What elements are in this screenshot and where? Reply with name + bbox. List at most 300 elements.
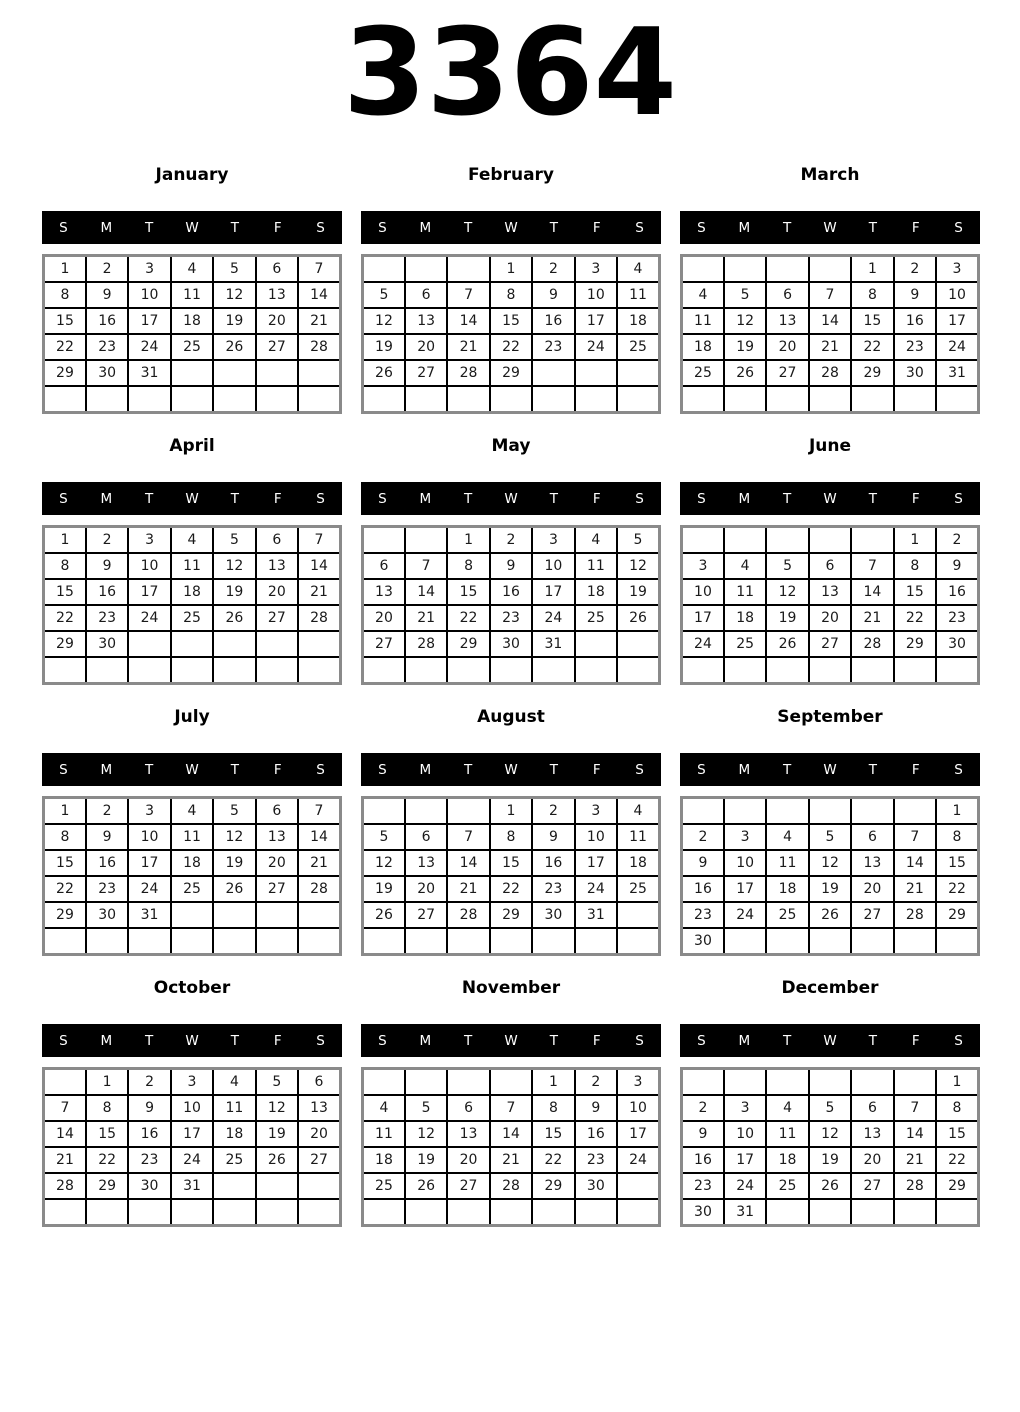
day-cell: 27 bbox=[363, 631, 405, 657]
weekday-label: W bbox=[185, 490, 199, 507]
empty-day-cell bbox=[851, 527, 893, 554]
empty-day-cell bbox=[851, 928, 893, 955]
week-row bbox=[682, 824, 979, 850]
weekday-label: T bbox=[464, 490, 473, 507]
weekday-label: W bbox=[185, 219, 199, 236]
weekday-header-row bbox=[42, 211, 342, 244]
day-cell: 17 bbox=[936, 308, 978, 334]
empty-day-cell bbox=[617, 1173, 659, 1199]
day-cell: 14 bbox=[44, 1121, 86, 1147]
day-cell: 25 bbox=[766, 1173, 808, 1199]
empty-day-cell bbox=[809, 386, 851, 413]
week-row bbox=[44, 553, 341, 579]
day-cell: 2 bbox=[86, 256, 128, 283]
day-cell: 13 bbox=[256, 553, 298, 579]
weekday-header-row bbox=[680, 1024, 980, 1057]
day-cell: 12 bbox=[213, 553, 255, 579]
weekday-label: F bbox=[911, 219, 920, 236]
empty-day-cell bbox=[575, 631, 617, 657]
empty-day-cell bbox=[532, 1199, 574, 1226]
day-cell: 7 bbox=[298, 256, 340, 283]
empty-day-cell bbox=[44, 386, 86, 413]
day-cell: 14 bbox=[894, 850, 936, 876]
week-row bbox=[682, 928, 979, 955]
day-cell: 26 bbox=[724, 360, 766, 386]
day-cell: 27 bbox=[405, 360, 447, 386]
day-cell: 26 bbox=[405, 1173, 447, 1199]
day-cell: 5 bbox=[766, 553, 808, 579]
day-cell: 10 bbox=[532, 553, 574, 579]
weekday-label: S bbox=[954, 1032, 963, 1049]
weekday-label: S bbox=[697, 219, 706, 236]
empty-day-cell bbox=[766, 1069, 808, 1096]
day-cell: 16 bbox=[490, 579, 532, 605]
empty-day-cell bbox=[532, 657, 574, 684]
day-cell: 2 bbox=[532, 798, 574, 825]
month-june bbox=[680, 437, 980, 685]
day-cell: 19 bbox=[213, 308, 255, 334]
day-cell: 8 bbox=[490, 282, 532, 308]
day-cell: 15 bbox=[936, 1121, 978, 1147]
day-cell: 2 bbox=[682, 1095, 724, 1121]
day-cell: 13 bbox=[256, 282, 298, 308]
day-cell: 28 bbox=[405, 631, 447, 657]
empty-day-cell bbox=[298, 1173, 340, 1199]
week-row bbox=[682, 553, 979, 579]
day-cell: 27 bbox=[851, 1173, 893, 1199]
day-grid bbox=[42, 254, 342, 414]
day-cell: 18 bbox=[682, 334, 724, 360]
weekday-label: S bbox=[59, 219, 68, 236]
weekday-label: F bbox=[592, 1032, 601, 1049]
day-cell: 11 bbox=[171, 282, 213, 308]
empty-day-cell bbox=[86, 657, 128, 684]
day-cell: 3 bbox=[532, 527, 574, 554]
day-cell: 12 bbox=[213, 824, 255, 850]
day-cell: 28 bbox=[298, 334, 340, 360]
day-cell: 27 bbox=[256, 605, 298, 631]
day-cell: 7 bbox=[298, 527, 340, 554]
empty-day-cell bbox=[490, 928, 532, 955]
empty-day-cell bbox=[171, 631, 213, 657]
week-row bbox=[682, 1121, 979, 1147]
day-cell: 13 bbox=[851, 1121, 893, 1147]
month-february bbox=[361, 166, 661, 414]
weekday-label: S bbox=[59, 1032, 68, 1049]
empty-day-cell bbox=[447, 256, 489, 283]
week-row bbox=[682, 1147, 979, 1173]
empty-day-cell bbox=[682, 657, 724, 684]
month-title: November bbox=[461, 978, 561, 998]
day-cell: 16 bbox=[532, 850, 574, 876]
week-row bbox=[44, 631, 341, 657]
day-cell: 11 bbox=[766, 1121, 808, 1147]
day-cell: 25 bbox=[724, 631, 766, 657]
day-cell: 12 bbox=[363, 308, 405, 334]
day-cell: 30 bbox=[128, 1173, 170, 1199]
week-row bbox=[363, 605, 660, 631]
weekday-label: T bbox=[783, 490, 792, 507]
day-cell: 6 bbox=[405, 282, 447, 308]
day-cell: 15 bbox=[851, 308, 893, 334]
empty-day-cell bbox=[724, 657, 766, 684]
day-cell: 9 bbox=[682, 1121, 724, 1147]
weekday-label: S bbox=[378, 219, 387, 236]
empty-day-cell bbox=[363, 386, 405, 413]
weekday-label: T bbox=[868, 1032, 877, 1049]
day-cell: 1 bbox=[44, 798, 86, 825]
day-cell: 23 bbox=[86, 876, 128, 902]
day-cell: 12 bbox=[363, 850, 405, 876]
week-row bbox=[363, 850, 660, 876]
weekday-label: T bbox=[145, 1032, 154, 1049]
day-cell: 9 bbox=[532, 282, 574, 308]
empty-day-cell bbox=[213, 360, 255, 386]
day-cell: 20 bbox=[851, 1147, 893, 1173]
day-cell: 30 bbox=[894, 360, 936, 386]
day-cell: 27 bbox=[766, 360, 808, 386]
week-row bbox=[363, 1173, 660, 1199]
day-cell: 12 bbox=[724, 308, 766, 334]
day-cell: 11 bbox=[724, 579, 766, 605]
day-cell: 23 bbox=[575, 1147, 617, 1173]
week-row bbox=[363, 256, 660, 283]
day-cell: 28 bbox=[447, 902, 489, 928]
empty-day-cell bbox=[766, 1199, 808, 1226]
day-cell: 13 bbox=[851, 850, 893, 876]
weekday-label: T bbox=[464, 761, 473, 778]
weekday-header-row bbox=[680, 753, 980, 786]
empty-day-cell bbox=[682, 1069, 724, 1096]
week-row bbox=[363, 1147, 660, 1173]
day-cell: 13 bbox=[447, 1121, 489, 1147]
day-cell: 21 bbox=[490, 1147, 532, 1173]
day-cell: 25 bbox=[213, 1147, 255, 1173]
empty-day-cell bbox=[405, 256, 447, 283]
week-row bbox=[363, 824, 660, 850]
week-row bbox=[363, 553, 660, 579]
week-row bbox=[682, 876, 979, 902]
day-cell: 7 bbox=[44, 1095, 86, 1121]
day-cell: 17 bbox=[128, 308, 170, 334]
day-cell: 14 bbox=[851, 579, 893, 605]
empty-day-cell bbox=[171, 360, 213, 386]
day-cell: 30 bbox=[682, 1199, 724, 1226]
month-august bbox=[361, 708, 661, 956]
day-cell: 17 bbox=[617, 1121, 659, 1147]
day-cell: 16 bbox=[936, 579, 978, 605]
day-cell: 11 bbox=[363, 1121, 405, 1147]
day-cell: 27 bbox=[851, 902, 893, 928]
day-cell: 26 bbox=[213, 334, 255, 360]
day-cell: 25 bbox=[617, 334, 659, 360]
empty-day-cell bbox=[724, 256, 766, 283]
weekday-label: S bbox=[954, 490, 963, 507]
empty-day-cell bbox=[363, 1069, 405, 1096]
weekday-label: S bbox=[635, 490, 644, 507]
day-cell: 5 bbox=[363, 282, 405, 308]
weekday-header-row bbox=[42, 1024, 342, 1057]
day-cell: 11 bbox=[682, 308, 724, 334]
week-row bbox=[44, 579, 341, 605]
day-cell: 28 bbox=[298, 605, 340, 631]
day-cell: 25 bbox=[171, 876, 213, 902]
week-row bbox=[682, 256, 979, 283]
day-cell: 7 bbox=[894, 824, 936, 850]
week-row bbox=[682, 579, 979, 605]
week-row bbox=[44, 1173, 341, 1199]
day-cell: 6 bbox=[851, 824, 893, 850]
day-cell: 18 bbox=[171, 579, 213, 605]
day-cell: 17 bbox=[171, 1121, 213, 1147]
empty-day-cell bbox=[809, 657, 851, 684]
empty-day-cell bbox=[86, 386, 128, 413]
month-october bbox=[42, 979, 342, 1227]
day-cell: 26 bbox=[363, 360, 405, 386]
day-cell: 26 bbox=[213, 876, 255, 902]
day-cell: 28 bbox=[490, 1173, 532, 1199]
day-cell: 15 bbox=[44, 850, 86, 876]
empty-day-cell bbox=[363, 256, 405, 283]
day-cell: 24 bbox=[682, 631, 724, 657]
empty-day-cell bbox=[128, 386, 170, 413]
weekday-label: T bbox=[230, 1032, 239, 1049]
day-cell: 19 bbox=[724, 334, 766, 360]
day-grid bbox=[361, 1067, 661, 1227]
weekday-label: S bbox=[59, 490, 68, 507]
day-cell: 22 bbox=[936, 876, 978, 902]
day-cell: 18 bbox=[363, 1147, 405, 1173]
day-cell: 17 bbox=[575, 308, 617, 334]
empty-day-cell bbox=[447, 1069, 489, 1096]
week-row bbox=[363, 360, 660, 386]
day-cell: 2 bbox=[682, 824, 724, 850]
day-cell: 16 bbox=[86, 579, 128, 605]
empty-day-cell bbox=[724, 386, 766, 413]
day-cell: 13 bbox=[405, 850, 447, 876]
empty-day-cell bbox=[256, 360, 298, 386]
week-row bbox=[44, 850, 341, 876]
day-cell: 14 bbox=[447, 308, 489, 334]
empty-day-cell bbox=[724, 928, 766, 955]
day-cell: 29 bbox=[894, 631, 936, 657]
day-cell: 19 bbox=[766, 605, 808, 631]
week-row bbox=[682, 360, 979, 386]
day-cell: 18 bbox=[617, 850, 659, 876]
empty-day-cell bbox=[532, 360, 574, 386]
day-cell: 15 bbox=[447, 579, 489, 605]
day-cell: 7 bbox=[447, 282, 489, 308]
day-cell: 9 bbox=[532, 824, 574, 850]
day-cell: 23 bbox=[490, 605, 532, 631]
day-cell: 16 bbox=[532, 308, 574, 334]
day-cell: 18 bbox=[171, 850, 213, 876]
week-row bbox=[363, 1121, 660, 1147]
day-cell: 5 bbox=[256, 1069, 298, 1096]
empty-day-cell bbox=[447, 1199, 489, 1226]
day-cell: 15 bbox=[532, 1121, 574, 1147]
day-cell: 31 bbox=[171, 1173, 213, 1199]
day-cell: 19 bbox=[363, 334, 405, 360]
day-cell: 6 bbox=[256, 527, 298, 554]
day-cell: 26 bbox=[256, 1147, 298, 1173]
month-december bbox=[680, 979, 980, 1227]
day-cell: 3 bbox=[575, 798, 617, 825]
empty-day-cell bbox=[617, 386, 659, 413]
day-cell: 26 bbox=[809, 1173, 851, 1199]
day-cell: 16 bbox=[86, 850, 128, 876]
day-cell: 17 bbox=[724, 876, 766, 902]
week-row bbox=[682, 527, 979, 554]
day-cell: 4 bbox=[766, 824, 808, 850]
day-cell: 2 bbox=[128, 1069, 170, 1096]
weekday-label: M bbox=[100, 1032, 113, 1049]
day-cell: 1 bbox=[86, 1069, 128, 1096]
day-cell: 14 bbox=[298, 553, 340, 579]
empty-day-cell bbox=[44, 1199, 86, 1226]
day-cell: 15 bbox=[44, 579, 86, 605]
day-cell: 24 bbox=[617, 1147, 659, 1173]
day-cell: 24 bbox=[128, 876, 170, 902]
week-row bbox=[682, 282, 979, 308]
weekday-label: T bbox=[868, 761, 877, 778]
week-row bbox=[44, 360, 341, 386]
day-cell: 12 bbox=[405, 1121, 447, 1147]
day-cell: 25 bbox=[575, 605, 617, 631]
day-cell: 31 bbox=[128, 902, 170, 928]
month-march bbox=[680, 166, 980, 414]
day-grid bbox=[361, 254, 661, 414]
day-cell: 30 bbox=[86, 631, 128, 657]
empty-day-cell bbox=[617, 657, 659, 684]
week-row bbox=[363, 579, 660, 605]
day-cell: 10 bbox=[575, 282, 617, 308]
weekday-label: S bbox=[316, 1032, 325, 1049]
empty-day-cell bbox=[490, 1199, 532, 1226]
day-cell: 22 bbox=[894, 605, 936, 631]
day-cell: 11 bbox=[171, 824, 213, 850]
day-cell: 28 bbox=[447, 360, 489, 386]
day-cell: 6 bbox=[405, 824, 447, 850]
weekday-label: W bbox=[504, 761, 518, 778]
day-grid bbox=[42, 796, 342, 956]
weekday-label: S bbox=[378, 1032, 387, 1049]
day-cell: 14 bbox=[298, 824, 340, 850]
day-cell: 30 bbox=[86, 902, 128, 928]
day-cell: 2 bbox=[936, 527, 978, 554]
day-cell: 8 bbox=[447, 553, 489, 579]
week-row bbox=[363, 798, 660, 825]
empty-day-cell bbox=[44, 928, 86, 955]
week-row bbox=[363, 527, 660, 554]
day-cell: 17 bbox=[724, 1147, 766, 1173]
weekday-label: W bbox=[823, 490, 837, 507]
day-cell: 3 bbox=[936, 256, 978, 283]
day-cell: 29 bbox=[532, 1173, 574, 1199]
day-cell: 5 bbox=[213, 256, 255, 283]
empty-day-cell bbox=[809, 798, 851, 825]
day-cell: 29 bbox=[490, 360, 532, 386]
day-cell: 22 bbox=[44, 605, 86, 631]
weekday-label: S bbox=[316, 490, 325, 507]
day-cell: 5 bbox=[724, 282, 766, 308]
day-cell: 8 bbox=[936, 1095, 978, 1121]
day-cell: 29 bbox=[490, 902, 532, 928]
day-cell: 24 bbox=[532, 605, 574, 631]
day-cell: 13 bbox=[363, 579, 405, 605]
day-grid bbox=[680, 1067, 980, 1227]
day-cell: 15 bbox=[490, 850, 532, 876]
day-cell: 9 bbox=[575, 1095, 617, 1121]
day-cell: 8 bbox=[894, 553, 936, 579]
day-cell: 1 bbox=[447, 527, 489, 554]
week-row bbox=[682, 657, 979, 684]
day-cell: 6 bbox=[851, 1095, 893, 1121]
day-cell: 7 bbox=[447, 824, 489, 850]
day-cell: 21 bbox=[298, 308, 340, 334]
empty-day-cell bbox=[213, 631, 255, 657]
day-cell: 16 bbox=[86, 308, 128, 334]
day-cell: 18 bbox=[171, 308, 213, 334]
week-row bbox=[44, 798, 341, 825]
day-cell: 9 bbox=[936, 553, 978, 579]
day-cell: 10 bbox=[617, 1095, 659, 1121]
week-row bbox=[363, 928, 660, 955]
day-cell: 28 bbox=[894, 902, 936, 928]
weekday-label: F bbox=[273, 490, 282, 507]
empty-day-cell bbox=[851, 657, 893, 684]
day-cell: 19 bbox=[809, 876, 851, 902]
day-cell: 13 bbox=[298, 1095, 340, 1121]
day-cell: 24 bbox=[575, 876, 617, 902]
weekday-label: T bbox=[783, 1032, 792, 1049]
day-cell: 28 bbox=[809, 360, 851, 386]
day-cell: 13 bbox=[256, 824, 298, 850]
day-cell: 4 bbox=[171, 798, 213, 825]
day-cell: 31 bbox=[532, 631, 574, 657]
day-cell: 30 bbox=[532, 902, 574, 928]
weekday-label: M bbox=[419, 490, 432, 507]
empty-day-cell bbox=[894, 386, 936, 413]
empty-day-cell bbox=[128, 631, 170, 657]
day-cell: 20 bbox=[447, 1147, 489, 1173]
day-cell: 23 bbox=[532, 334, 574, 360]
day-cell: 16 bbox=[575, 1121, 617, 1147]
weekday-label: S bbox=[635, 1032, 644, 1049]
day-cell: 26 bbox=[766, 631, 808, 657]
day-cell: 1 bbox=[851, 256, 893, 283]
day-cell: 26 bbox=[617, 605, 659, 631]
week-row bbox=[682, 798, 979, 825]
day-cell: 4 bbox=[766, 1095, 808, 1121]
day-cell: 21 bbox=[894, 1147, 936, 1173]
weekday-header-row bbox=[361, 211, 661, 244]
day-cell: 4 bbox=[213, 1069, 255, 1096]
weekday-label: T bbox=[783, 761, 792, 778]
weekday-label: T bbox=[868, 219, 877, 236]
day-cell: 30 bbox=[575, 1173, 617, 1199]
day-cell: 22 bbox=[44, 334, 86, 360]
day-cell: 14 bbox=[894, 1121, 936, 1147]
day-cell: 1 bbox=[894, 527, 936, 554]
week-row bbox=[682, 1173, 979, 1199]
week-row bbox=[363, 386, 660, 413]
day-cell: 16 bbox=[682, 876, 724, 902]
day-cell: 3 bbox=[575, 256, 617, 283]
day-cell: 12 bbox=[766, 579, 808, 605]
empty-day-cell bbox=[617, 631, 659, 657]
day-cell: 20 bbox=[851, 876, 893, 902]
